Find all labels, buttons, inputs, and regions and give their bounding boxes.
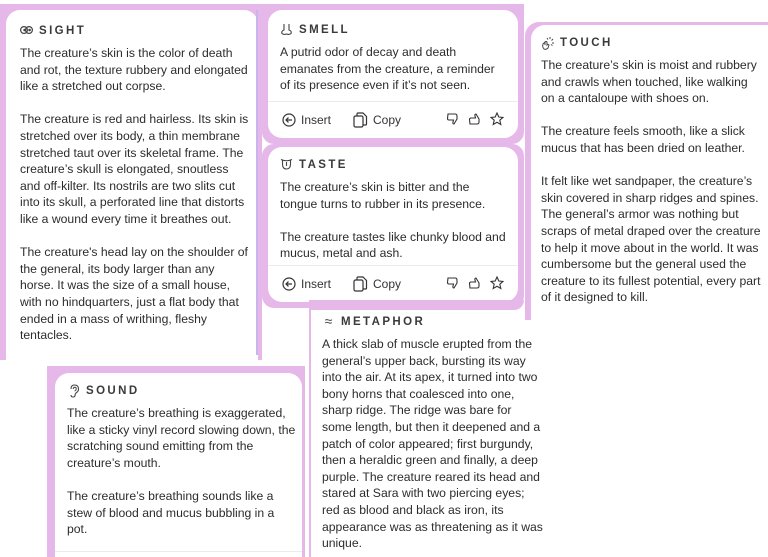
touch-hand-icon [541,36,554,49]
smell-title: SMELL [299,23,350,36]
copy-label: Copy [373,277,402,291]
taste-title: TASTE [299,158,348,171]
tongue-icon [280,158,293,171]
thumbs-up-icon[interactable] [468,112,482,129]
sight-paragraph: The creature’s skin is the color of death and rot, the texture rubbery and elongated like a stretched out corpse. [20,46,248,94]
taste-card [268,147,518,302]
sight-paragraph: The creature's head lay on the shoulder of the general, its body larger than any horse. It was the size of a small house, with no hindquarters, just a flat body that ended in a mass of writhing, fleshy tentacles. [20,245,248,343]
sound-card [55,373,302,557]
sight-divider [256,10,258,355]
eyes-icon [20,24,33,37]
approx-icon: ≈ [324,313,333,329]
taste-paragraph: The creature’s skin is bitter and the tongue turns to rubber in its presence. [280,180,486,211]
sound-title: SOUND [86,384,140,397]
metaphor-top-edge [309,300,524,310]
smell-body [280,44,508,94]
smell-paragraph: A putrid odor of decay and death emanates from the creature, a reminder of its presence even if it’s not seen. [280,45,495,93]
sight-body [20,45,250,344]
copy-icon [353,276,368,292]
ear-icon [67,384,80,397]
insert-icon [282,277,296,291]
smell-header [280,23,508,36]
nose-icon [280,23,293,36]
thumbs-up-icon[interactable] [468,276,482,293]
touch-body [541,57,762,306]
thumbs-down-icon[interactable] [446,276,460,293]
touch-paragraph: It felt like wet sandpaper, the creature’s skin covered in sharp ridges and spines. The general’s armor was nothing but scraps of metal draped over the creature to help it move about in the world. It was cumbersome but the general used the creature to its fullest potential, every part of it designed to kill. [541,174,761,305]
insert-button[interactable] [282,113,331,127]
touch-header [541,36,762,49]
sound-body [67,405,296,538]
touch-card [531,25,768,320]
taste-actions [268,265,518,302]
copy-button[interactable] [353,112,401,128]
insert-label: Insert [301,113,332,127]
sound-header [67,384,296,397]
insert-label: Insert [301,277,332,291]
copy-label: Copy [373,113,402,127]
metaphor-body [322,336,543,552]
sight-paragraph: The creature is red and hairless. Its skin is stretched over its body, a thin membrane stretched taut over its skeletal frame. The creature’s skull is elongated, snoutless and off-kilter. Its nostrils are two slits cut into its skull, a perforated line that distorts like a wound every time it breathes out. [20,112,249,226]
taste-paragraph: The creature tastes like chunky blood and mucus, metal and ash. [280,229,506,261]
sight-header [20,24,250,37]
insert-icon [282,113,296,127]
sound-paragraph: The creature’s breathing is exaggerated, like a sticky vinyl record slowing down, the scratching sound emitting from the creature’s mouth. [67,406,296,470]
metaphor-paragraph: A thick slab of muscle erupted from the general’s upper back, bursting its way into the air. At its apex, it turned into two bony horns that coalesced into one, sharp ridge. The ridge was bare for some length, but then it deepened and a patch of color appeared; first burgundy, then a heraldic green and finally, a deep purple. The creature reared its head and stared at Sara with two piercing eyes; red as blood and black as iron, its appearance was as threatening as it was unique. [322,337,543,551]
touch-paragraph: The creature feels smooth, like a slick mucus that has been dried on leather. [541,124,745,155]
star-icon[interactable] [490,112,504,129]
rating-group [446,112,504,129]
touch-title: TOUCH [560,36,613,49]
taste-header [280,158,508,171]
copy-icon [353,112,368,128]
sound-divider [55,551,302,552]
metaphor-title: METAPHOR [341,315,426,328]
taste-body [280,179,508,262]
thumbs-down-icon[interactable] [446,112,460,129]
sight-card [6,10,258,360]
metaphor-card [312,310,549,557]
copy-button[interactable] [353,276,401,292]
metaphor-header [322,315,543,328]
insert-button[interactable] [282,277,331,291]
sound-paragraph: The creature’s breathing sounds like a stew of blood and mucus bubbling in a pot. [67,488,275,537]
smell-actions [268,101,518,138]
smell-card [268,10,518,138]
rating-group [446,276,504,293]
star-icon[interactable] [490,276,504,293]
touch-paragraph: The creature’s skin is moist and rubbery and crawls when touched, like walking on a cantaloupe with shoes on. [541,58,757,106]
sight-title: SIGHT [39,24,87,37]
